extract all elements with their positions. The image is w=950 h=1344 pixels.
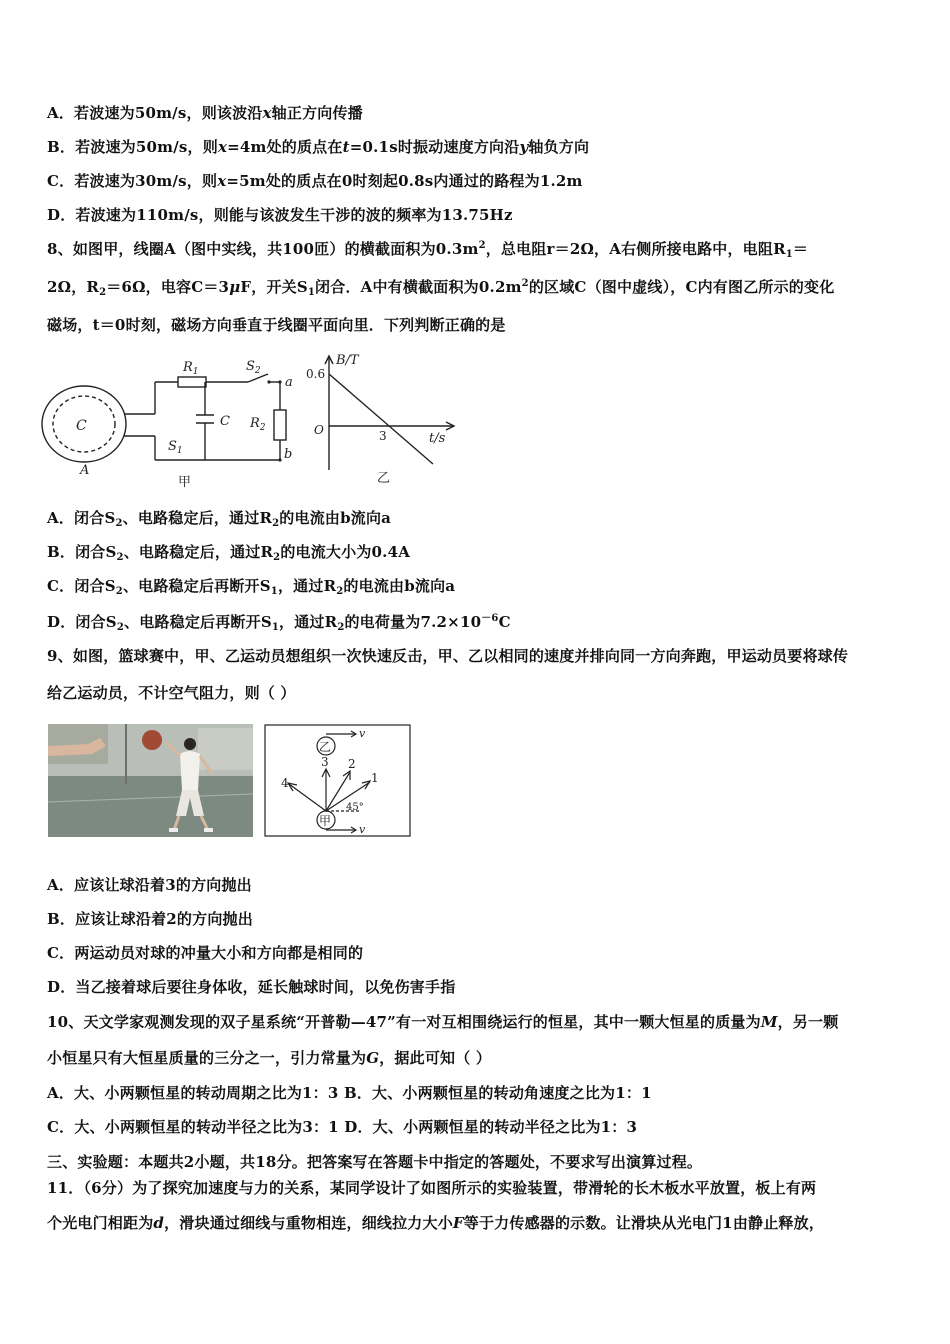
diagram-label-yi: 乙 — [319, 740, 332, 754]
graph-y-tick: 0.6 — [306, 367, 326, 381]
figure-caption-yi: 乙 — [377, 471, 391, 486]
graph-ylabel: B/T — [336, 353, 359, 368]
q9-option-a: A．应该让球沿着3的方向抛出 — [47, 876, 252, 894]
diagram-dir-1: 1 — [371, 771, 379, 785]
q8-option-c: C．闭合$S_2$、电路稳定后再断开$S_1$，通过$R_2$的电流由b流向a — [47, 577, 456, 597]
diagram-dir-4: 4 — [281, 776, 289, 790]
q11-stem-line-1: 11．（6分）为了探究加速度与力的关系，某同学设计了如图所示的实验装置，带滑轮的长木板水平放置，板上有两 — [47, 1179, 817, 1197]
circuit-label-capacitor: C — [220, 414, 230, 429]
q7-option-c: C．若波速为30m/s，则x=5m处的质点在0时刻起0.8s内通过的路程为1.2m — [47, 172, 583, 190]
diagram-label-jia: 甲 — [319, 814, 332, 828]
q9-option-d: D．当乙接着球后要往身体收，延长触球时间，以免伤害手指 — [47, 978, 456, 996]
circuit-label-b-terminal: b — [284, 447, 293, 462]
q8-stem-line-1: 8、如图甲，线圈A（图中实线，共100匝）的横截面积为$0.3m^2$，总电阻r＝2Ω，A右侧所接电路中，电阻$R_1=$ — [47, 240, 809, 260]
circuit-label-s1: $S_1$ — [168, 439, 183, 456]
q7-option-b: B．若波速为50m/s，则x=4m处的质点在t=0.1s时振动速度方向沿y轴负方向 — [47, 138, 590, 156]
q10-stem-line-2: 小恒星只有大恒星质量的三分之一，引力常量为G，据此可知（ ） — [47, 1049, 492, 1067]
q10-stem-line-1: 10、天文学家观测发现的双子星系统“开普勒—47”有一对互相围绕运行的恒星，其中一颗大恒星的质量为M，另一颗 — [47, 1013, 839, 1031]
q9-option-c: C．两运动员对球的冲量大小和方向都是相同的 — [47, 944, 364, 962]
q9-stem-line-1: 9、如图，篮球赛中，甲、乙运动员想组织一次快速反击，甲、乙以相同的速度并排向同一方向奔跑，甲运动员要将球传 — [47, 647, 849, 665]
circuit-label-c-region: C — [76, 418, 87, 434]
q7-option-a: A．若波速为50m/s，则该波沿x轴正方向传播 — [47, 104, 363, 122]
q10-options-ab: A．大、小两颗恒星的转动周期之比为1：3 B．大、小两颗恒星的转动角速度之比为1：1 — [47, 1084, 652, 1102]
q8-option-d: D．闭合$S_2$、电路稳定后再断开$S_1$，通过$R_2$的电荷量为$7.2\times 10^{-6}C$ — [47, 613, 511, 633]
graph-origin: O — [314, 423, 324, 437]
q9-basketball-photo — [48, 724, 253, 837]
q8-bt-graph — [305, 352, 460, 494]
circuit-label-r2: $R_2$ — [250, 416, 266, 433]
q8-circuit-figure — [40, 352, 305, 494]
q7-option-d: D．若波速为110m/s，则能与该波发生干涉的波的频率为13.75Hz — [47, 206, 513, 224]
q9-option-b: B．应该让球沿着2的方向抛出 — [47, 910, 253, 928]
q8-stem-line-2: 2Ω，$R_2=6\Omega$，电容C＝3μF，开关$S_1$闭合．A中有横截面积为$0.2m^2$的区域C（图中虚线），C内有图乙所示的变化 — [47, 278, 835, 298]
graph-xlabel: t/s — [429, 431, 446, 446]
diagram-label-v-bottom: v — [359, 823, 366, 836]
q8-option-a: A．闭合$S_2$、电路稳定后，通过$R_2$的电流由b流向a — [47, 509, 392, 529]
circuit-label-a-terminal: a — [285, 375, 293, 390]
diagram-dir-2: 2 — [348, 757, 356, 771]
figure-caption-jia: 甲 — [178, 475, 192, 490]
q9-stem-line-2: 给乙运动员，不计空气阻力，则（ ） — [47, 684, 296, 702]
diagram-dir-3: 3 — [321, 755, 329, 769]
circuit-label-r1: $R_1$ — [183, 360, 199, 377]
diagram-angle: 45° — [346, 802, 364, 813]
q8-stem-line-3: 磁场，t＝0时刻，磁场方向垂直于线圈平面向里．下列判断正确的是 — [47, 316, 506, 334]
q9-direction-diagram — [264, 724, 411, 837]
q8-option-b: B．闭合$S_2$、电路稳定后，通过$R_2$的电流大小为0.4A — [47, 543, 411, 563]
q11-stem-line-2: 个光电门相距为d，滑块通过细线与重物相连，细线拉力大小F等于力传感器的示数。让滑块从光电门1由静止释放， — [47, 1214, 825, 1232]
diagram-label-v-top: v — [359, 727, 366, 740]
circuit-label-s2: $S_2$ — [246, 359, 261, 376]
circuit-label-a: A — [80, 463, 90, 478]
section-3-heading: 三、实验题：本题共2小题，共18分。把答案写在答题卡中指定的答题处，不要求写出演算过程。 — [47, 1153, 703, 1171]
q10-options-cd: C．大、小两颗恒星的转动半径之比为3：1 D．大、小两颗恒星的转动半径之比为1：3 — [47, 1118, 638, 1136]
graph-x-tick: 3 — [379, 429, 387, 443]
